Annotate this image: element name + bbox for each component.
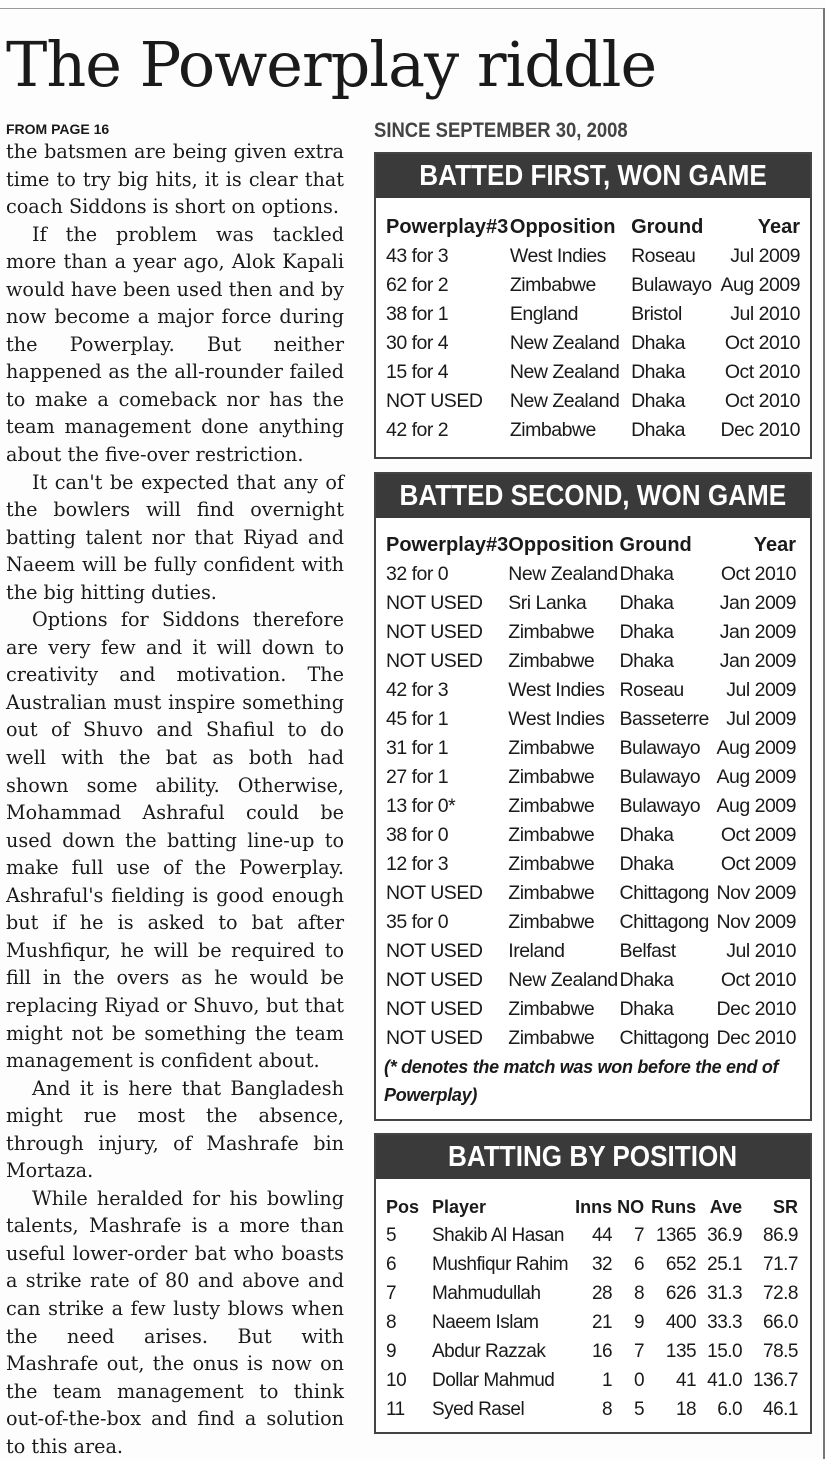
table-cell: 72.8 [763, 1282, 798, 1304]
column-header: Runs [651, 1196, 697, 1217]
table-cell: NOT USED [386, 1027, 483, 1049]
table-cell: 62 for 2 [386, 274, 449, 296]
table-cell: Dhaka [631, 390, 685, 412]
table-cell: Ireland [508, 940, 565, 962]
table-cell: New Zealand [508, 969, 618, 991]
table-row [386, 821, 796, 850]
table-cell: Bulawayo [619, 795, 701, 817]
table-cell: New Zealand [509, 390, 620, 412]
table-cell: 13 for 0* [386, 795, 456, 817]
table-cell: Zimbabwe [508, 737, 595, 759]
batted-second-box [374, 472, 812, 1121]
table-cell: 35 for 0 [386, 911, 449, 933]
table-header-row [386, 1193, 798, 1221]
table-cell: 78.5 [763, 1340, 798, 1362]
table-cell: 46.1 [763, 1398, 798, 1420]
kicker: FROM PAGE 16 [6, 121, 110, 137]
table-row [386, 734, 796, 763]
table-cell: Dhaka [619, 650, 674, 672]
batted-first-table [386, 212, 800, 445]
table-cell: Syed Rasel [432, 1398, 525, 1420]
table-cell: West Indies [508, 679, 605, 701]
table-cell: 6.0 [717, 1398, 743, 1420]
column-header: Player [432, 1196, 487, 1217]
article-paragraph: It can't be expected that any of the bowlers will find overnight batting talent nor that Riyad and Naeem will be fully confident with the big hitting duties. [6, 470, 344, 604]
table-cell: Oct 2010 [724, 390, 800, 412]
table-cell: Jul 2009 [726, 708, 796, 730]
table-cell: Chittagong [619, 882, 709, 904]
table-cell: Chittagong [619, 911, 709, 933]
table-cell: West Indies [509, 245, 606, 267]
table-cell: 31.3 [707, 1282, 743, 1304]
column-header: Year [753, 533, 796, 556]
table-cell: NOT USED [386, 940, 483, 962]
table-cell: NOT USED [386, 650, 483, 672]
table-cell: Roseau [619, 679, 684, 701]
table-cell: 42 for 2 [386, 419, 449, 441]
top-rule [0, 8, 825, 9]
since-label: SINCE SEPTEMBER 30, 2008 [374, 119, 628, 142]
article-paragraph: If the problem was tackled more than a year ago, Alok Kapali would have been used then and by now become a major force during the Powerplay. But neither happened as the all-rounder failed to make a comeback nor has the team management done anything about the five-over restriction. [6, 222, 344, 467]
table-cell: Dhaka [619, 969, 674, 991]
table-cell: Oct 2010 [724, 361, 800, 383]
table-cell: 32 for 0 [386, 563, 449, 585]
table-row [386, 618, 796, 647]
table-cell: 28 [591, 1282, 613, 1304]
table-cell: Nov 2009 [716, 911, 796, 933]
table-cell: 135 [665, 1340, 697, 1362]
column-header: SR [772, 1196, 798, 1217]
column-header: Year [757, 215, 800, 238]
table-row [386, 1221, 798, 1250]
table-cell: 25.1 [707, 1253, 743, 1275]
table-cell: 86.9 [763, 1224, 798, 1246]
table-cell: Belfast [619, 940, 676, 962]
table-cell: Oct 2010 [720, 563, 796, 585]
table-cell: 6 [634, 1253, 645, 1275]
table-cell: Zimbabwe [508, 621, 595, 643]
table-cell: 32 [591, 1253, 613, 1275]
table-cell: 38 for 0 [386, 824, 449, 846]
table-cell: Zimbabwe [508, 882, 595, 904]
table-cell: 400 [665, 1311, 697, 1333]
table-cell: Zimbabwe [509, 419, 596, 441]
stats-column [374, 118, 812, 1434]
table-cell: 1 [602, 1369, 613, 1391]
table-row [386, 908, 796, 937]
table-cell: Basseterre [619, 708, 709, 730]
table-cell: 8 [634, 1282, 645, 1304]
table-cell: 41.0 [707, 1369, 743, 1391]
table-cell: 11 [386, 1398, 405, 1420]
table-cell: 33.3 [707, 1311, 743, 1333]
table-cell: Jul 2009 [730, 245, 800, 267]
table-cell: 8 [386, 1311, 397, 1333]
table-cell: 1365 [655, 1224, 697, 1246]
table-cell: England [509, 303, 578, 325]
table-cell: Dhaka [631, 419, 685, 441]
table-cell: 15.0 [707, 1340, 743, 1362]
table-cell: 5 [386, 1224, 397, 1246]
table-row [386, 560, 796, 589]
table-cell: 36.9 [707, 1224, 743, 1246]
table-cell: NOT USED [386, 621, 483, 643]
table-header-row [386, 212, 800, 242]
table-cell: New Zealand [508, 563, 618, 585]
table-cell: 31 for 1 [386, 737, 449, 759]
column-header: Powerplay#3 [386, 215, 509, 238]
column-header: Ground [631, 215, 704, 238]
article-paragraph: While heralded for his bowling talents, Mashrafe is a more than useful lower-order bat who boasts a strike rate of 80 and above and can strike a few lusty blows when the need arises. But with Mashrafe out, the onus is now on the team management to think out-of-the-box and find a solution to this area. [6, 1186, 344, 1458]
table-cell: 10 [386, 1369, 407, 1391]
article-column [6, 120, 344, 1460]
table-cell: Dhaka [619, 592, 674, 614]
table-row [386, 1395, 798, 1424]
table-header-row [386, 530, 796, 560]
table-row [386, 676, 796, 705]
table-row [386, 1279, 798, 1308]
table-cell: Zimbabwe [508, 795, 595, 817]
table-cell: Dhaka [619, 621, 674, 643]
table-cell: 30 for 4 [386, 332, 449, 354]
table-cell: 9 [634, 1311, 645, 1333]
table-cell: 7 [386, 1282, 397, 1304]
table-cell: NOT USED [386, 998, 483, 1020]
table-cell: Zimbabwe [508, 853, 595, 875]
table-cell: 7 [634, 1224, 645, 1246]
batted-first-title: BATTED FIRST, WON GAME [376, 154, 810, 198]
table-cell: 42 for 3 [386, 679, 449, 701]
table-cell: Jul 2009 [726, 679, 796, 701]
table-cell: Dhaka [619, 563, 674, 585]
table-cell: Sri Lanka [508, 592, 587, 614]
table-row [386, 387, 800, 416]
table-row [386, 792, 796, 821]
table-cell: Aug 2009 [716, 737, 796, 759]
table-row [386, 300, 800, 329]
table-cell: Zimbabwe [509, 274, 596, 296]
footnote: (* denotes the match was won before the end of Powerplay) [384, 1057, 779, 1105]
table-cell: 12 for 3 [386, 853, 449, 875]
column-header: Opposition [509, 215, 616, 238]
table-cell: Mushfiqur Rahim [432, 1253, 569, 1275]
table-cell: Dhaka [631, 332, 685, 354]
table-cell: 38 for 1 [386, 303, 449, 325]
article-paragraph: Options for Siddons therefore are very few and it will down to creativity and motivation. The Australian must inspire something out of Shuvo and Shafiul to do well with the bat as both had shown some ability. Otherwise, Mohammad Ashraful could be used down the batting line-up to make full use of the Powerplay. Ashraful's fielding is good enough but if he is asked to bat after Mushfiqur, he will be required to fill in the overs as he would be replacing Riyad or Shuvo, but that might not be something the team management is confident about. [6, 608, 344, 1073]
table-cell: Dhaka [619, 998, 674, 1020]
table-cell: Shakib Al Hasan [432, 1224, 564, 1246]
table-cell: 8 [602, 1398, 613, 1420]
table-cell: Zimbabwe [508, 650, 595, 672]
table-cell: Dhaka [631, 361, 685, 383]
table-cell: Bulawayo [619, 737, 701, 759]
table-cell: Zimbabwe [508, 911, 595, 933]
batted-first-box [374, 152, 812, 459]
table-cell: Bulawayo [631, 274, 712, 296]
table-row [386, 1337, 798, 1366]
table-cell: Dhaka [619, 824, 674, 846]
table-row [386, 242, 800, 271]
table-cell: 5 [634, 1398, 645, 1420]
column-header: Opposition [508, 533, 614, 556]
table-cell: Oct 2010 [724, 332, 800, 354]
column-header: Ground [619, 533, 692, 556]
column-header: NO [617, 1196, 645, 1217]
table-cell: 44 [591, 1224, 613, 1246]
table-row [386, 937, 796, 966]
table-cell: 43 for 3 [386, 245, 449, 267]
table-cell: Zimbabwe [508, 998, 595, 1020]
table-cell: Dollar Mahmud [432, 1369, 555, 1391]
table-cell: Jan 2009 [719, 650, 796, 672]
table-row [386, 1024, 796, 1053]
article-paragraph: the batsmen are being given extra time to try big hits, it is clear that coach Siddons is short on options. [6, 140, 344, 219]
table-cell: Aug 2009 [720, 274, 800, 296]
table-cell: 6 [386, 1253, 397, 1275]
table-cell: Bulawayo [619, 766, 701, 788]
table-cell: 41 [675, 1369, 697, 1391]
column-header: Ave [709, 1196, 743, 1217]
table-row [386, 1250, 798, 1279]
column-header: Pos [386, 1196, 420, 1217]
table-cell: 136.7 [752, 1369, 798, 1391]
table-cell: Dec 2010 [716, 998, 796, 1020]
table-cell: Zimbabwe [508, 824, 595, 846]
table-row [386, 647, 796, 676]
table-cell: Oct 2010 [720, 969, 796, 991]
table-cell: 27 for 1 [386, 766, 449, 788]
table-cell: Jan 2009 [719, 592, 796, 614]
table-cell: Mahmudullah [432, 1282, 541, 1304]
table-row [386, 271, 800, 300]
table-row [386, 1308, 798, 1337]
table-cell: Naeem Islam [432, 1311, 539, 1333]
table-row [386, 1366, 798, 1395]
table-cell: 15 for 4 [386, 361, 449, 383]
table-cell: 66.0 [763, 1311, 798, 1333]
table-cell: Zimbabwe [508, 766, 595, 788]
table-row [386, 705, 796, 734]
table-cell: West Indies [508, 708, 605, 730]
table-cell: New Zealand [509, 361, 620, 383]
table-cell: 9 [386, 1340, 397, 1362]
table-cell: 71.7 [763, 1253, 798, 1275]
batting-position-table [386, 1193, 798, 1424]
batting-position-title: BATTING BY POSITION [376, 1135, 810, 1179]
table-cell: Zimbabwe [508, 1027, 595, 1049]
table-cell: Chittagong [619, 1027, 709, 1049]
table-row [386, 995, 796, 1024]
table-cell: Jul 2010 [730, 303, 800, 325]
table-cell: NOT USED [386, 592, 483, 614]
table-row [386, 966, 796, 995]
table-cell: Abdur Razzak [432, 1340, 546, 1362]
table-cell: Dec 2010 [720, 419, 800, 441]
table-cell: Oct 2009 [720, 824, 796, 846]
table-row [386, 329, 800, 358]
table-row [386, 358, 800, 387]
batting-position-box [374, 1133, 812, 1434]
table-cell: 45 for 1 [386, 708, 449, 730]
batted-second-table [386, 530, 796, 1053]
table-row [386, 879, 796, 908]
batted-second-title: BATTED SECOND, WON GAME [376, 474, 810, 518]
table-cell: Jan 2009 [719, 621, 796, 643]
table-cell: Dec 2010 [716, 1027, 796, 1049]
table-cell: 18 [675, 1398, 697, 1420]
article-body [6, 138, 344, 1460]
column-header: Powerplay#3 [386, 533, 509, 556]
column-header: Inns [575, 1196, 613, 1217]
article-paragraph: And it is here that Bangladesh might rue most the absence, through injury, of Mashrafe bin Mortaza. [6, 1076, 344, 1183]
table-cell: Aug 2009 [716, 766, 796, 788]
table-cell: Dhaka [619, 853, 674, 875]
table-row [386, 850, 796, 879]
table-cell: 652 [665, 1253, 697, 1275]
table-row [386, 416, 800, 445]
table-cell: New Zealand [509, 332, 620, 354]
headline: The Powerplay riddle [6, 28, 657, 101]
table-cell: NOT USED [386, 969, 483, 991]
table-cell: Aug 2009 [716, 795, 796, 817]
table-cell: Oct 2009 [720, 853, 796, 875]
table-cell: 21 [591, 1311, 613, 1333]
table-row [386, 589, 796, 618]
table-row [386, 763, 796, 792]
table-cell: Nov 2009 [716, 882, 796, 904]
table-cell: Roseau [631, 245, 696, 267]
table-cell: NOT USED [386, 882, 483, 904]
table-cell: NOT USED [386, 390, 483, 412]
table-cell: 0 [634, 1369, 645, 1391]
table-cell: Bristol [631, 303, 682, 325]
table-cell: Jul 2010 [726, 940, 796, 962]
table-cell: 16 [591, 1340, 613, 1362]
table-cell: 626 [665, 1282, 697, 1304]
table-cell: 7 [634, 1340, 645, 1362]
